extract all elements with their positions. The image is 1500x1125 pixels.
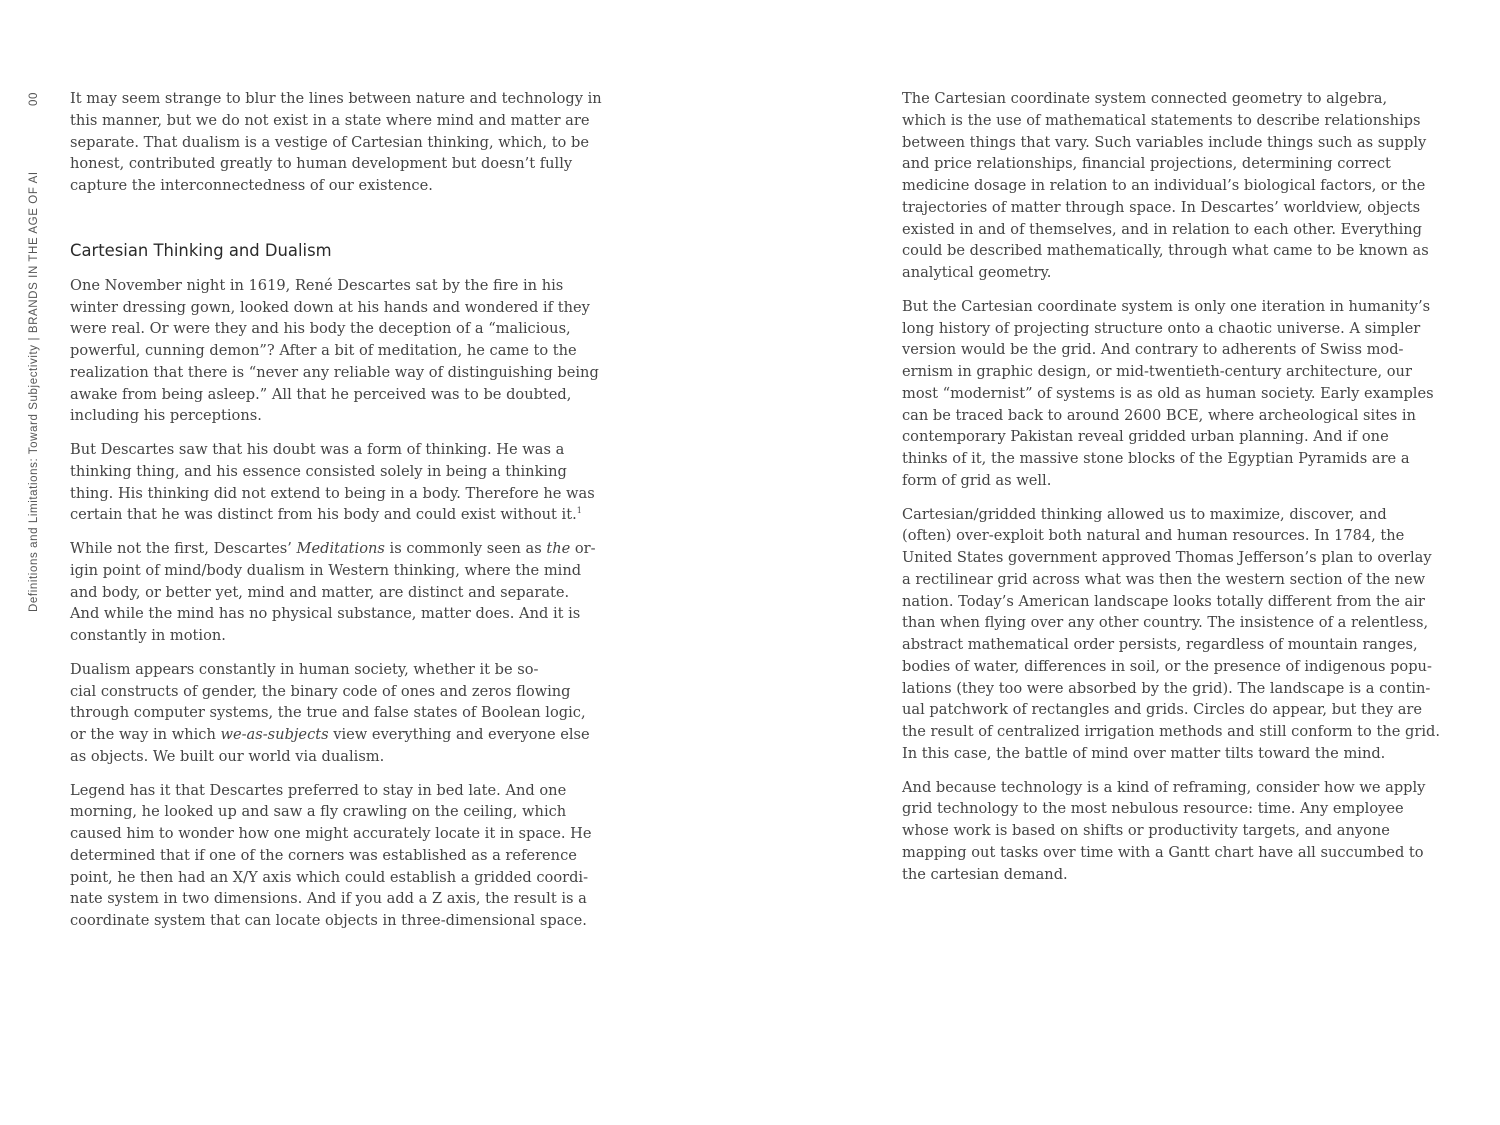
- section-heading: Cartesian Thinking and Dualism: [70, 240, 332, 260]
- paragraph-descartes-night: One November night in 1619, René Descartes sat by the fire in his winter dressing gown, looked down at his hands and wondered if they were real. Or were they and his body the deception of a “malicious, powerful, cunning demon”? After a bit of meditation, he came to the realization that there is “never any reliable way of distinguishing being awake from being asleep.” All that he perceived was to be doubted, including his perceptions.: [70, 276, 599, 425]
- paragraph-dualism-society: Dualism appears constantly in human society, whether it be so- cial constructs of gender, the binary code of ones and zeros flowing through computer systems, the true and false states of Boolean logic, or the way in which we-as-subjects view everything and everyone else as objects. We built our world via dualism.: [70, 660, 590, 765]
- book-title-meditations: Meditations: [296, 540, 385, 557]
- paragraph-coordinate-system: The Cartesian coordinate system connected geometry to algebra, which is the use of mathematical statements to describe relationships between things that vary. Such variables include things such as supply and price relationships, financial projections, determining correct medicine dosage in relation to an individual’s biological factors, or the trajectories of matter through space. In Descartes’ worldview, objects existed in and of themselves, and in relation to each other. Everything could be described mathematically, through what came to be known as analytical geometry.: [902, 90, 1429, 281]
- right-page-column: [902, 88, 1440, 897]
- paragraph-thinking-thing: But Descartes saw that his doubt was a form of thinking. He was a thinking thing, and his essence consisted solely in being a thinking thing. His thinking did not extend to being in a body. Therefore he was certain that he was distinct from his body and could exist without it.$^1$: [70, 441, 595, 524]
- paragraph-time-grid: And because technology is a kind of reframing, consider how we apply grid technology to the most nebulous resource: time. Any employee whose work is based on shifts or productivity targets, and anyone mapping out tasks over time with a Gantt chart have all succumbed to the cartesian demand.: [902, 778, 1426, 883]
- running-head: [28, 92, 40, 612]
- left-page-column: [70, 88, 600, 944]
- page-number: 00: [28, 92, 40, 106]
- running-head-title: Definitions and Limitations: Toward Subjectivity | BRANDS IN THE AGE OF AI: [28, 171, 40, 612]
- paragraph-fly-legend: Legend has it that Descartes preferred to stay in bed late. And one morning, he looked up and saw a fly crawling on the ceiling, which caused him to wonder how one might accurately locate it in space. He determined that if one of the corners was established as a reference point, he then had an X/Y axis which could establish a gridded coordi- nate system in two dimensions. And if you add a Z axis, the result is a coordinate system that can locate objects in three-dimensional space.: [70, 781, 592, 929]
- paragraph-gridded-thinking: Cartesian/gridded thinking allowed us to maximize, discover, and (often) over-exploit both natural and human resources. In 1784, the United States government approved Thomas Jefferson’s plan to overlay a rectilinear grid across what was then the western section of the new nation. Today’s American landscape looks totally different from the air than when flying over any other country. The insistence of a relentless, abstract mathematical order persists, regardless of mountain ranges, bodies of water, differences in soil, or the presence of indigenous popu- lations (they too were absorbed by the grid). The landscape is a contin- ual patchwork of rectangles and grids. Circles do appear, but they are the result of centralized irrigation methods and still conform to the grid. In this case, the battle of mind over matter tilts toward the mind.: [902, 505, 1440, 762]
- paragraph-grid-history: But the Cartesian coordinate system is only one iteration in humanity’s long history of projecting structure onto a chaotic universe. A simpler version would be the grid. And contrary to adherents of Swiss mod- ernism in graphic design, or mid-twentieth-century architecture, our most “modernist” of systems is as old as human society. Early examples can be traced back to around 2600 BCE, where archeological sites in contemporary Pakistan reveal gridded urban planning. And if one thinks of it, the massive stone blocks of the Egyptian Pyramids are a form of grid as well.: [902, 297, 1434, 489]
- paragraph-meditations: While not the first, Descartes’ Meditations is commonly seen as the or- igin point of mind/body dualism in Western thinking, where the mind and body, or better yet, mind and matter, are distinct and separate. And while the mind has no physical substance, matter does. And it is constantly in motion.: [70, 540, 596, 644]
- intro-paragraph: It may seem strange to blur the lines between nature and technology in this manner, but we do not exist in a state where mind and matter are separate. That dualism is a vestige of Cartesian thinking, which, to be honest, contributed greatly to human development but doesn’t fully capture the interconnectedness of our existence.: [70, 90, 602, 194]
- footnote-marker[interactable]: 1: [576, 506, 582, 516]
